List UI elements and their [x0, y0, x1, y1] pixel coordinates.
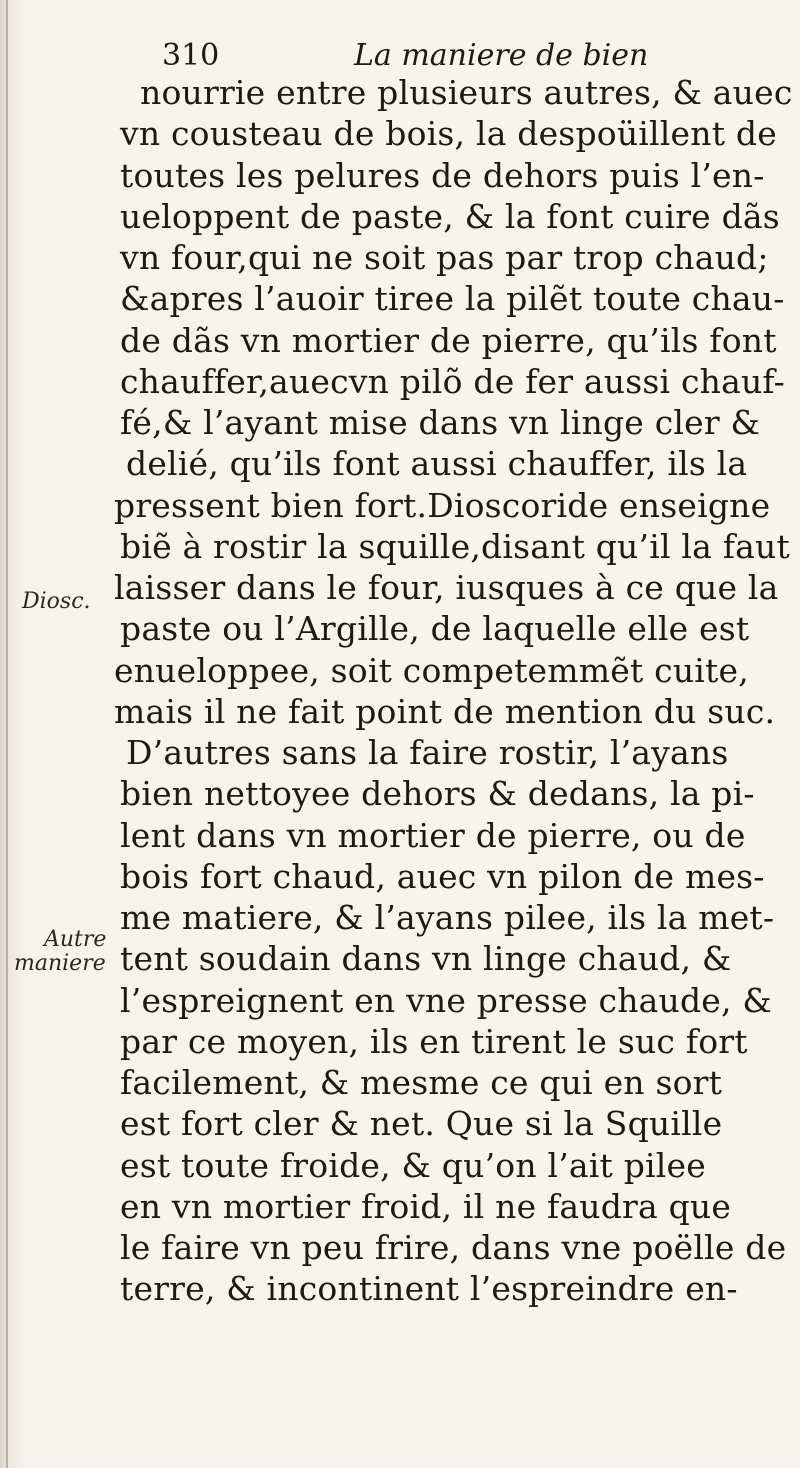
text-line: l’espreignent en vne presse chaude, & — [120, 980, 772, 1020]
text-line: laisser dans le four, iusques à ce que la — [114, 568, 779, 607]
text-line: est fort cler & net. Que si la Squille — [120, 1104, 723, 1144]
text-line: est toute froide, & qu’on l’ait pilee — [120, 1145, 706, 1185]
text-line: bien nettoyee dehors & dedans, la pi- — [120, 774, 755, 814]
text-line: delié, qu’ils font aussi chauffer, ils la — [126, 444, 748, 484]
text-line: &apres l’auoir tiree la pilẽt toute chau- — [120, 279, 785, 319]
text-line: enueloppee, soit competemmẽt cuite, — [114, 650, 749, 690]
marginal-note-maniere: maniere — [14, 951, 106, 976]
text-line: fé,& l’ayant mise dans vn linge cler & — [120, 403, 761, 442]
text-line: tent soudain dans vn linge chaud, & — [120, 939, 732, 979]
text-line: nourrie entre plusieurs autres, & auec — [140, 73, 793, 112]
running-title: La maniere de bien — [354, 38, 649, 73]
text-line: chauffer,auecvn pilõ de fer aussi chauf- — [120, 361, 786, 401]
page-number: 310 — [162, 38, 220, 73]
text-line: mais il ne fait point de mention du suc. — [114, 691, 776, 731]
text-line: toutes les pelures de dehors puis l’en- — [120, 155, 765, 195]
marginal-note-dioscoride: Diosc. — [22, 589, 91, 614]
text-line: paste ou l’Argille, de laquelle elle est — [120, 609, 750, 649]
text-line: biẽ à rostir la squille,disant qu’il la faut — [120, 526, 790, 566]
marginal-note-autre: Autre — [44, 927, 107, 952]
text-line: pressent bien fort.Dioscoride enseigne — [114, 485, 771, 525]
text-line: ueloppent de paste, & la font cuire dãs — [120, 196, 780, 236]
text-line: vn four,qui ne soit pas par trop chaud; — [120, 238, 769, 277]
text-line: facilement, & mesme ce qui en sort — [120, 1063, 723, 1102]
text-line: vn cousteau de bois, la despoüillent de — [120, 114, 777, 154]
text-line: le faire vn peu frire, dans vne poëlle de — [120, 1228, 787, 1267]
text-line: D’autres sans la faire rostir, l’ayans — [126, 733, 729, 772]
text-line: terre, & incontinent l’espreindre en- — [120, 1269, 738, 1309]
text-line: lent dans vn mortier de pierre, ou de — [120, 815, 746, 855]
body-text — [110, 72, 793, 1310]
text-line: en vn mortier froid, il ne faudra que — [120, 1186, 732, 1226]
text-line: me matiere, & l’ayans pilee, ils la met- — [120, 898, 775, 937]
text-line: par ce moyen, ils en tirent le suc fort — [120, 1021, 748, 1061]
text-line: de dãs vn mortier de pierre, qu’ils font — [120, 320, 777, 360]
text-line: bois fort chaud, auec vn pilon de mes- — [120, 856, 765, 896]
page-gutter-edge — [6, 0, 8, 1468]
